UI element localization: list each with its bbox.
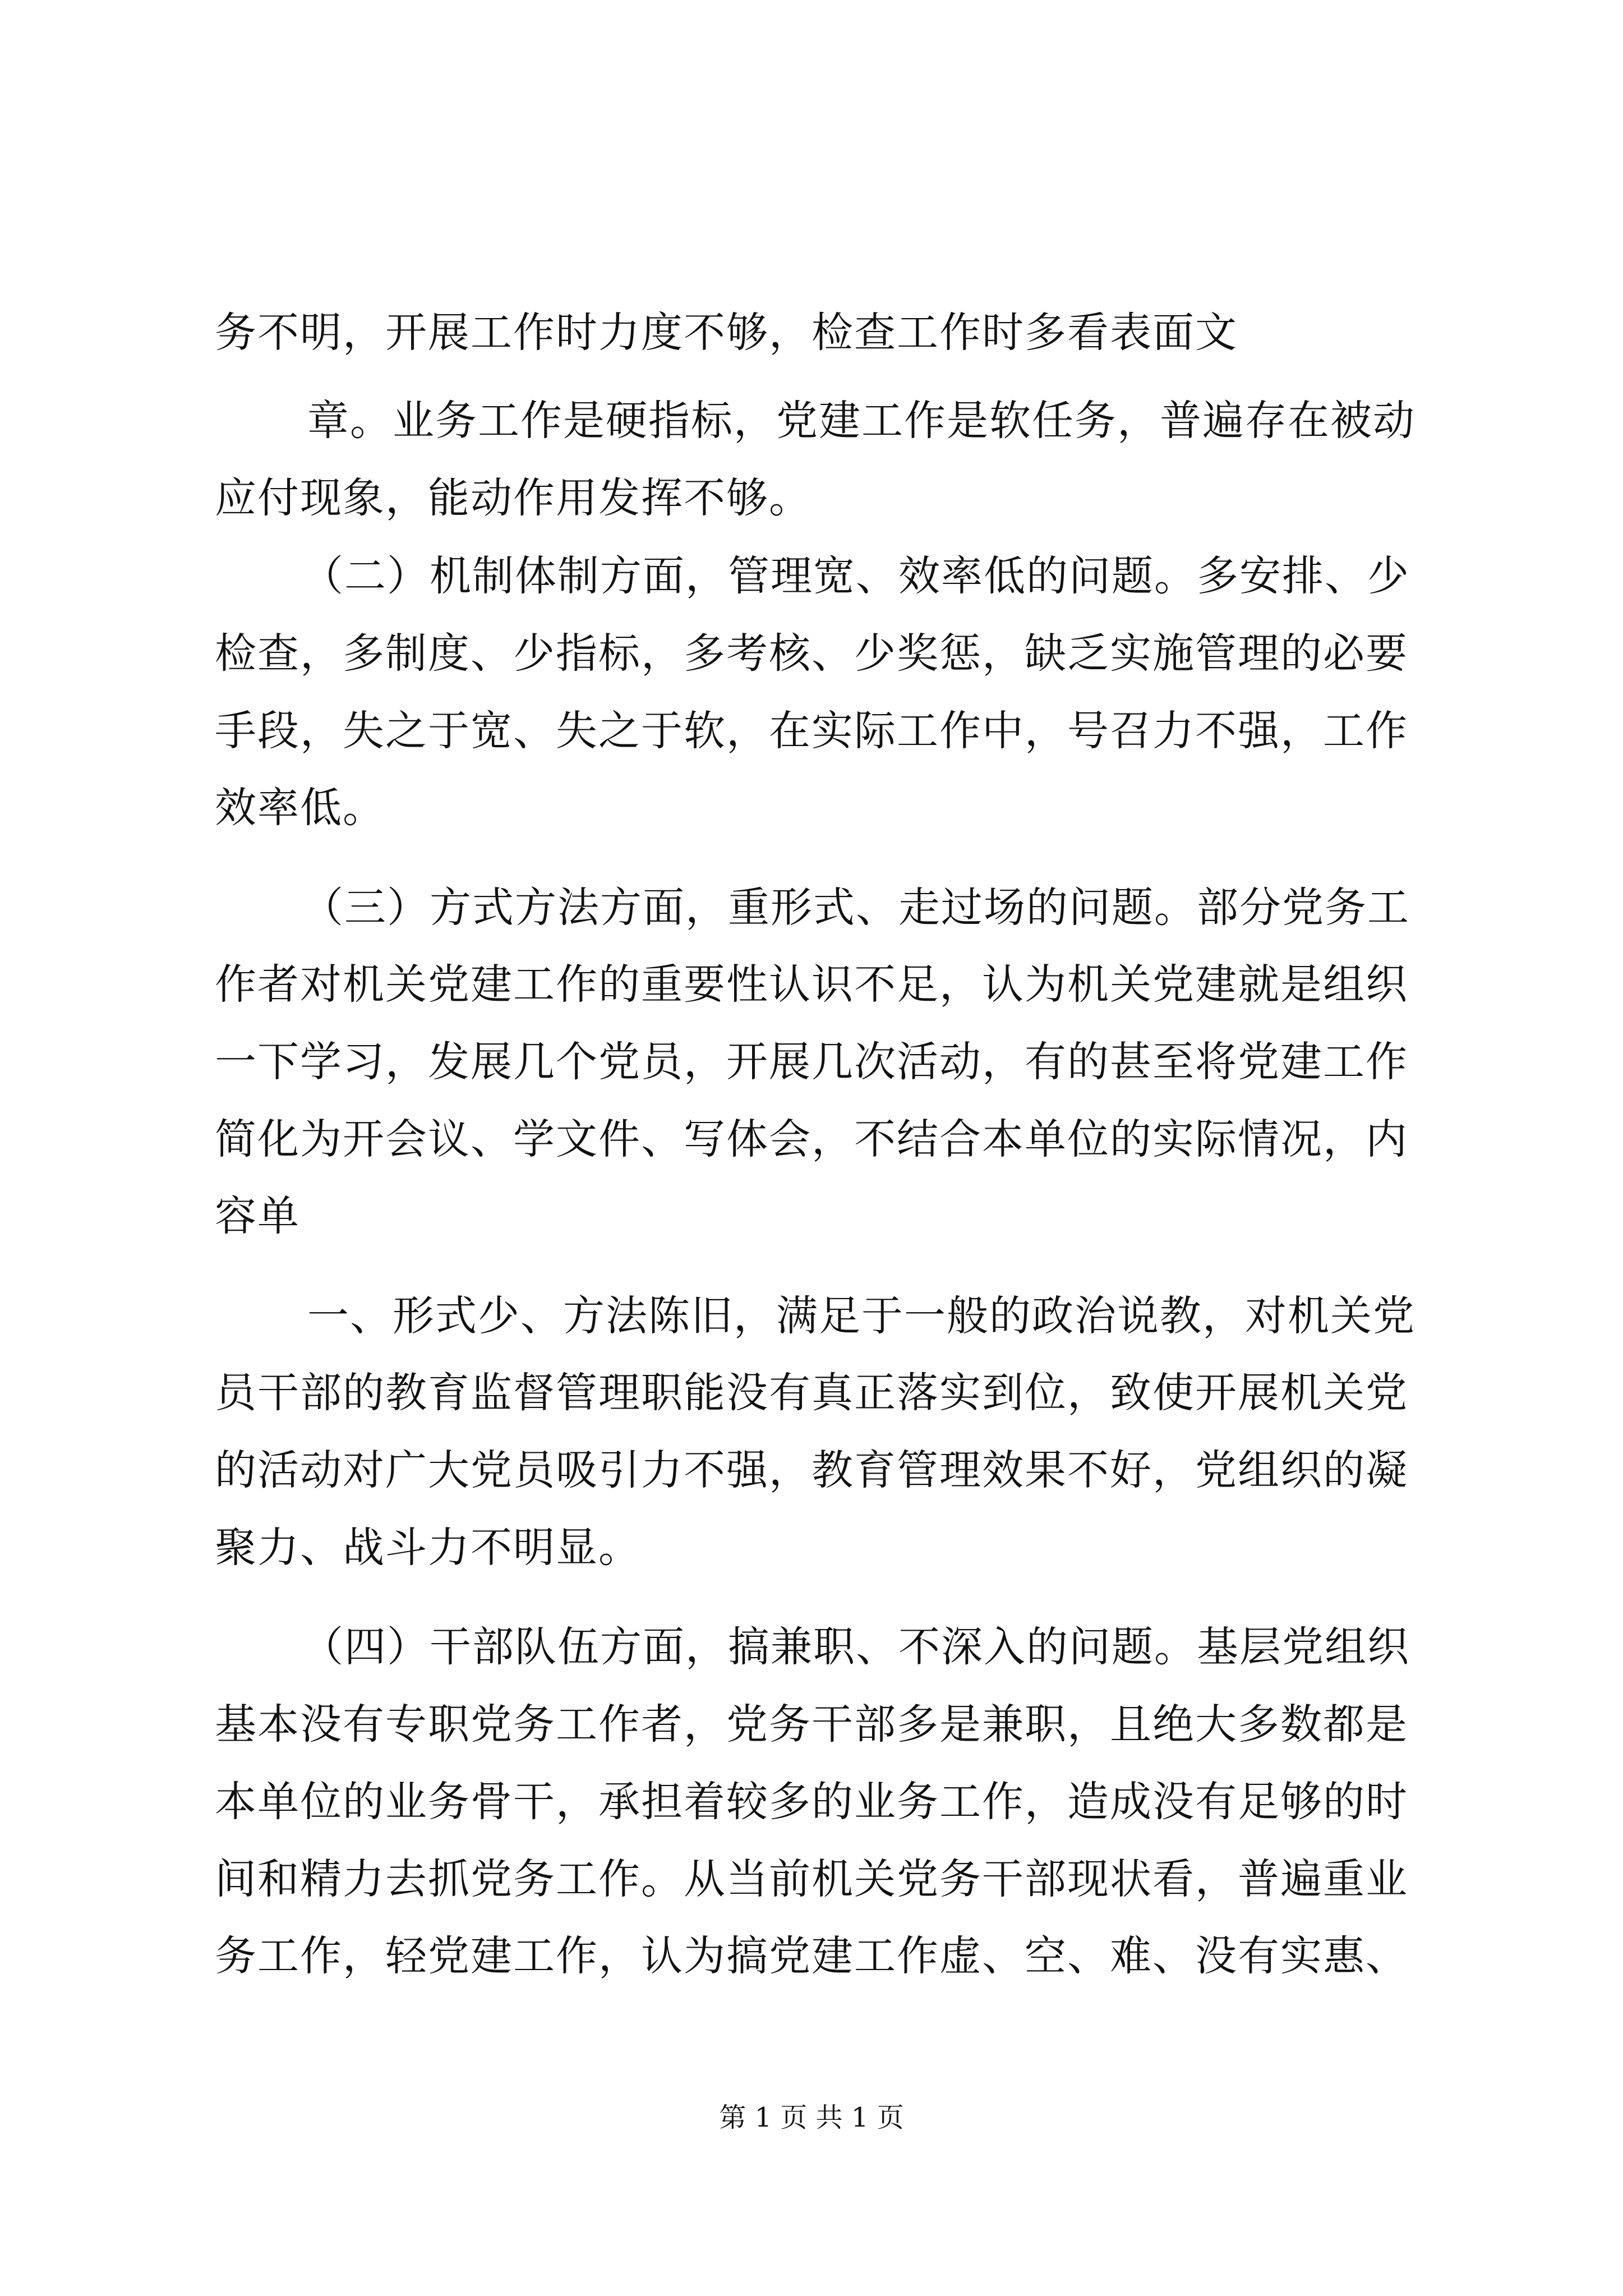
page-number-label: 第 1 页 共 1 页 [719,2102,904,2133]
text-line: 容单 [215,1192,300,1240]
text-line: 聚力、战斗力不明显。 [215,1524,641,1572]
text-line: 作者对机关党建工作的重要性认识不足，认为机关党建就是组织 [215,960,1408,1009]
text-line: 间和精力去抓党务工作。从当前机关党务干部现状看，普遍重业 [215,1855,1408,1903]
text-line: 基本没有专职党务工作者，党务干部多是兼职，且绝大多数都是 [215,1700,1408,1749]
text-line: 本单位的业务骨干，承担着较多的业务工作，造成没有足够的时 [215,1778,1408,1826]
text-line: 的活动对广大党员吸引力不强，教育管理效果不好，党组织的凝 [215,1446,1408,1494]
text-line: 一、形式少、方法陈旧，满足于一般的政治说教，对机关党 [307,1292,1415,1340]
text-line: 一下学习，发展几个党员，开展几次活动，有的甚至将党建工作 [215,1038,1408,1086]
page-footer [0,2101,1623,2134]
text-line: （三）方式方法方面，重形式、走过场的问题。部分党务工 [302,884,1410,932]
text-line: 应付现象，能动作用发挥不够。 [215,474,811,522]
text-line: 务不明，开展工作时力度不够，检查工作时多看表面文 [215,309,1238,357]
text-line: 效率低。 [215,784,385,832]
text-line: 章。业务工作是硬指标，党建工作是软任务，普遍存在被动 [307,397,1415,445]
text-line: 员干部的教育监督管理职能没有真正落实到位，致使开展机关党 [215,1369,1408,1417]
text-line: 简化为开会议、学文件、写体会，不结合本单位的实际情况，内 [215,1115,1408,1163]
text-line: （四）干部队伍方面，搞兼职、不深入的问题。基层党组织 [302,1623,1410,1671]
text-line: 手段，失之于宽、失之于软，在实际工作中，号召力不强，工作 [215,707,1408,755]
text-line: 务工作，轻党建工作，认为搞党建工作虚、空、难、没有实惠、 [215,1932,1408,1980]
text-line: 检查，多制度、少指标，多考核、少奖惩，缺乏实施管理的必要 [215,629,1408,678]
text-line: （二）机制体制方面，管理宽、效率低的问题。多安排、少 [302,552,1410,600]
